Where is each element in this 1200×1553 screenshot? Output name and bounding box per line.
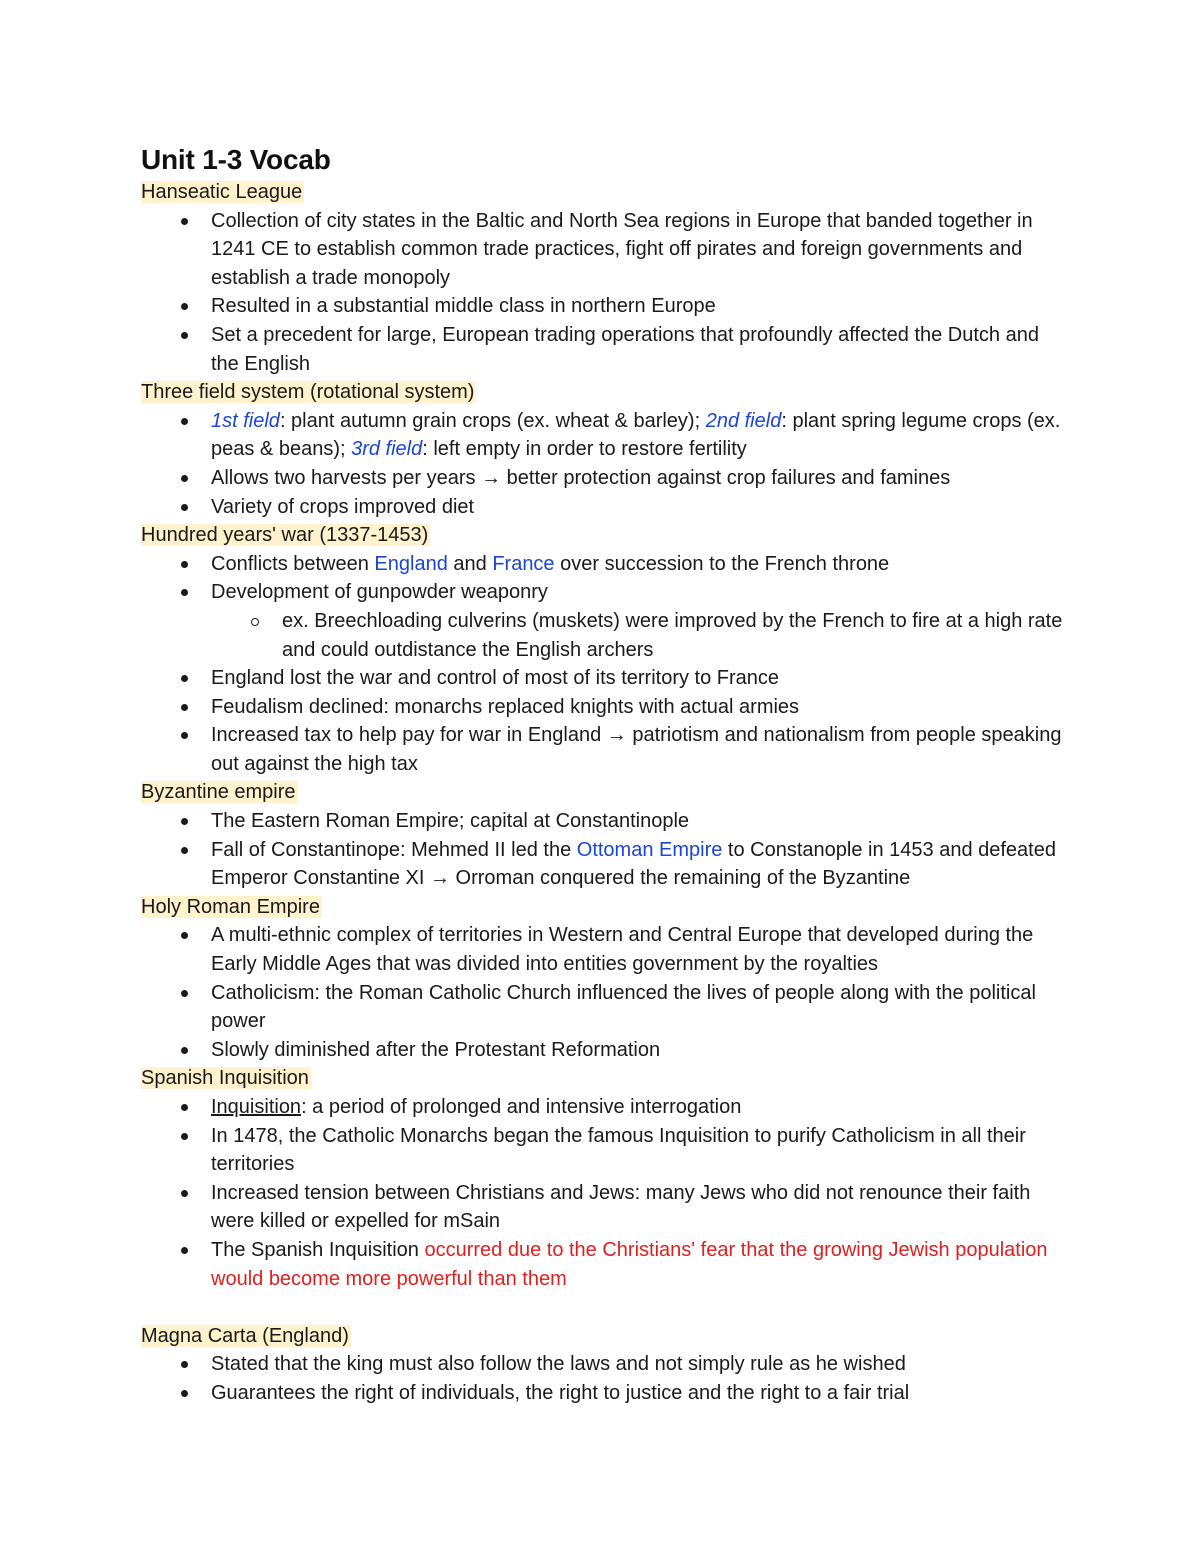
bullet-item bbox=[211, 578, 1071, 664]
blank-line bbox=[141, 1293, 1071, 1322]
section-byzantine-empire bbox=[141, 778, 1071, 892]
term-highlight: Spanish Inquisition bbox=[141, 1067, 309, 1090]
field-label: 1st field bbox=[211, 409, 280, 432]
bullet-item bbox=[211, 836, 1071, 893]
bullet-item: Catholicism: the Roman Catholic Church influenced the lives of people along with the political power bbox=[211, 979, 1071, 1036]
bullet-item bbox=[211, 407, 1071, 464]
term-highlight: Hundred years' war (1337-1453) bbox=[141, 524, 429, 547]
term-highlight: Byzantine empire bbox=[141, 781, 296, 804]
document-title: Unit 1-3 Vocab bbox=[141, 144, 331, 175]
bullet-item: Stated that the king must also follow the laws and not simply rule as he wished bbox=[211, 1350, 1071, 1379]
country-england: England bbox=[374, 552, 448, 575]
field-label: 2nd field bbox=[705, 409, 782, 432]
bullet-text: over succession to the French throne bbox=[554, 552, 890, 575]
red-emphasis-text: occurred due to the Christians' fear that the growing Jewish population would become more powerful than them bbox=[211, 1238, 1048, 1290]
term-heading bbox=[141, 378, 1071, 407]
bullet-item bbox=[211, 550, 1071, 579]
bullet-item: Resulted in a substantial middle class in northern Europe bbox=[211, 292, 1071, 321]
term-heading bbox=[141, 178, 1071, 207]
bullet-item: Feudalism declined: monarchs replaced knights with actual armies bbox=[211, 693, 1071, 722]
underlined-word: Inquisition bbox=[211, 1096, 302, 1118]
bullet-item: Increased tension between Christians and Jews: many Jews who did not renounce their faith were killed or expelled for mSain bbox=[211, 1179, 1071, 1236]
bullet-text: : left empty in order to restore fertility bbox=[422, 438, 747, 461]
bullet-item: The Eastern Roman Empire; capital at Constantinople bbox=[211, 807, 1071, 836]
section-hanseatic-league bbox=[141, 178, 1071, 378]
term-highlight: Magna Carta (England) bbox=[141, 1324, 349, 1347]
bullet-item bbox=[211, 1093, 1071, 1122]
term-heading bbox=[141, 778, 1071, 807]
term-highlight: Hanseatic League bbox=[141, 181, 303, 203]
bullet-list bbox=[141, 407, 1071, 521]
ottoman-empire-text: Ottoman Empire bbox=[576, 838, 723, 861]
section-three-field-system bbox=[141, 378, 1071, 521]
bullet-text: : plant spring legume crops (ex. peas & beans); bbox=[211, 409, 1061, 461]
bullet-item: Slowly diminished after the Protestant Reformation bbox=[211, 1036, 1071, 1065]
sub-bullet-list bbox=[211, 607, 1071, 664]
bullet-list bbox=[141, 807, 1071, 893]
bullet-list bbox=[141, 207, 1071, 379]
sub-bullet-item: ex. Breechloading culverins (muskets) were improved by the French to fire at a high rate and could outdistance the English archers bbox=[282, 607, 1071, 664]
bullet-item: In 1478, the Catholic Monarchs began the famous Inquisition to purify Catholicism in all their territories bbox=[211, 1122, 1071, 1179]
bullet-item: Collection of city states in the Baltic and North Sea regions in Europe that banded together in 1241 CE to establish common trade practices, fight off pirates and foreign governments and establish a trade monopoly bbox=[211, 207, 1071, 293]
bullet-list bbox=[141, 1093, 1071, 1293]
section-spanish-inquisition bbox=[141, 1064, 1071, 1293]
bullet-text: : a period of prolonged and intensive interrogation bbox=[301, 1096, 742, 1118]
field-label: 3rd field bbox=[351, 438, 423, 461]
document-page bbox=[141, 142, 1071, 1408]
bullet-text: to Constanople in 1453 and defeated Emperor Constantine XI → Orroman conquered the remaining of the Byzantine bbox=[211, 838, 1056, 890]
bullet-item: A multi-ethnic complex of territories in Western and Central Europe that developed during the Early Middle Ages that was divided into entities government by the royalties bbox=[211, 921, 1071, 978]
bullet-list bbox=[141, 550, 1071, 779]
term-heading bbox=[141, 521, 1071, 550]
term-highlight: Holy Roman Empire bbox=[141, 895, 320, 918]
section-holy-roman-empire bbox=[141, 893, 1071, 1065]
bullet-text: and bbox=[447, 552, 493, 575]
bullet-item: Set a precedent for large, European trading operations that profoundly affected the Dutch and the English bbox=[211, 321, 1071, 378]
term-highlight: Three field system (rotational system) bbox=[141, 381, 475, 404]
bullet-list bbox=[141, 921, 1071, 1064]
bullet-item: Variety of crops improved diet bbox=[211, 493, 1071, 522]
term-heading bbox=[141, 1322, 1071, 1351]
term-heading bbox=[141, 893, 1071, 922]
country-france: France bbox=[492, 552, 555, 575]
bullet-item: England lost the war and control of most of its territory to France bbox=[211, 664, 1071, 693]
bullet-text: The Spanish Inquisition bbox=[211, 1238, 425, 1261]
bullet-text: Conflicts between bbox=[211, 552, 375, 575]
bullet-list bbox=[141, 1350, 1071, 1407]
term-heading bbox=[141, 1064, 1071, 1093]
bullet-item: Guarantees the right of individuals, the right to justice and the right to a fair trial bbox=[211, 1379, 1071, 1408]
bullet-text: Development of gunpowder weaponry bbox=[211, 581, 548, 604]
bullet-item bbox=[211, 1236, 1071, 1293]
bullet-text: Fall of Constantinope: Mehmed II led the bbox=[211, 838, 577, 861]
section-magna-carta bbox=[141, 1322, 1071, 1408]
bullet-item: Allows two harvests per years → better protection against crop failures and famines bbox=[211, 464, 1071, 493]
bullet-text: : plant autumn grain crops (ex. wheat & barley); bbox=[279, 409, 706, 432]
section-hundred-years-war bbox=[141, 521, 1071, 778]
bullet-item: Increased tax to help pay for war in England → patriotism and nationalism from people speaking out against the high tax bbox=[211, 721, 1071, 778]
